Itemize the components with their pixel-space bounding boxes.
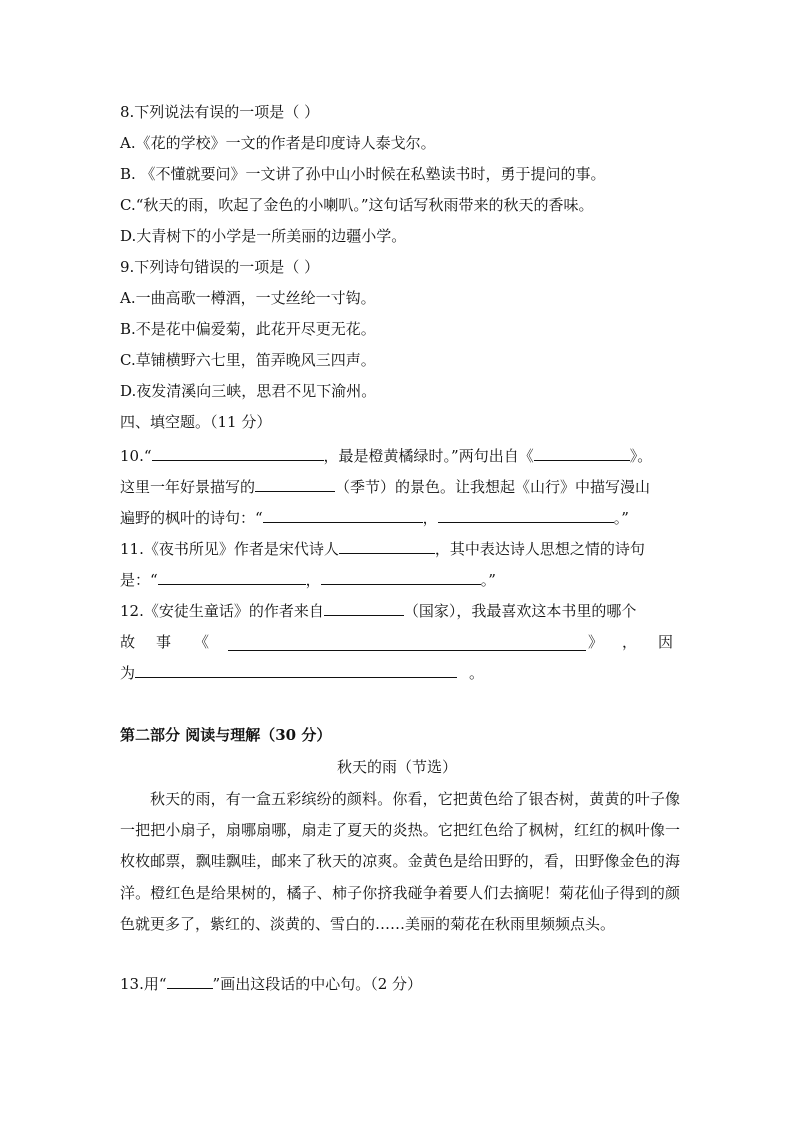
- q8-option-c: C.“秋天的雨，吹起了金色的小喇叭。”这句话写秋雨带来的秋天的香味。: [120, 196, 594, 214]
- part-two-heading: 第二部分 阅读与理解（30 分）: [120, 726, 332, 744]
- q11-text-1: 11.《夜书所见》作者是宋代诗人: [120, 540, 339, 558]
- q9-stem: 9.下列诗句错误的一项是（ ）: [120, 258, 320, 276]
- section-four-heading: 四、填空题。（11 分）: [120, 413, 272, 431]
- passage-text: 秋天的雨，有一盒五彩缤纷的颜料。你看，它把黄色给了银杏树，黄黄的叶子像一把把小扇子，扇哪扇哪，扇走了夏天的炎热。它把红色给了枫树，红红的枫叶像一枚枚邮票，飘哇飘哇，邮来了秋天的凉爽。金黄色是给田野的，看，田野像金色的海洋。橙红色是给果树的，橘子、柿子你挤我碰争着要人们去摘呢！菊花仙子得到的颜色就更多了，紫红的、淡黄的、雪白的……美丽的菊花在秋雨里频频点头。: [120, 790, 680, 933]
- q8-option-a: A.《花的学校》一文的作者是印度诗人泰戈尔。: [120, 134, 436, 152]
- q11-text-2: ，其中表达诗人思想之情的诗句: [434, 540, 645, 558]
- q13-line: [120, 974, 422, 994]
- q11-blank-verse-2[interactable]: [321, 570, 481, 585]
- q11-text-4: ，: [305, 571, 321, 589]
- q12-blank-country[interactable]: [324, 601, 404, 616]
- q10-text-5: （季节）的景色。让我想起《山行》中描写漫山: [335, 478, 651, 496]
- q12-blank-story[interactable]: [228, 636, 586, 651]
- q10-text-7: ，: [422, 509, 438, 527]
- q11-line-2: [120, 570, 496, 590]
- q11-blank-verse-1[interactable]: [158, 570, 306, 585]
- q10-line-1: [120, 446, 652, 466]
- q12-blank-reason[interactable]: [135, 663, 457, 678]
- q9-option-d: D.夜发清溪向三峡，思君不见下渝州。: [120, 382, 377, 400]
- q8-option-d: D.大青树下的小学是一所美丽的边疆小学。: [120, 227, 407, 245]
- q10-blank-verse-1[interactable]: [263, 508, 423, 523]
- q8-option-b: B. 《不懂就要问》一文讲了孙中山小时候在私塾读书时，勇于提问的事。: [120, 165, 606, 183]
- q12-text-2: （国家），我最喜欢这本书里的哪个: [403, 602, 637, 620]
- q12-line-3: [120, 663, 484, 683]
- q9-option-c: C.草铺横野六七里，笛弄晚风三四声。: [120, 351, 376, 369]
- q9-option-a: A.一曲高歌一樽酒，一丈丝纶一寸钩。: [120, 289, 376, 307]
- q12-comma: ，: [622, 633, 638, 651]
- q12-close-bracket: 》: [588, 633, 604, 651]
- q12-text-1: 12.《安徒生童话》的作者来自: [120, 602, 324, 620]
- q11-blank-poet[interactable]: [339, 539, 435, 554]
- q10-blank-season[interactable]: [255, 477, 335, 492]
- q10-text-6: 遍野的枫叶的诗句：“: [120, 509, 263, 527]
- q12-yin: 因: [658, 633, 674, 651]
- q10-text-8: 。”: [613, 509, 629, 527]
- q13-text-2: ”画出这段话的中心句。（2 分）: [212, 975, 423, 993]
- q12-wei: 为: [120, 664, 136, 682]
- q10-text-3: 》。: [629, 447, 653, 465]
- q12-gu: 故: [120, 633, 136, 651]
- q10-blank-poem-title[interactable]: [534, 446, 630, 461]
- q10-blank-poem-line[interactable]: [152, 446, 324, 461]
- q10-text-1: 10.“: [120, 447, 152, 465]
- q9-option-b: B.不是花中偏爱菊，此花开尽更无花。: [120, 320, 376, 338]
- q11-text-3: 是：“: [120, 571, 158, 589]
- passage-title: 秋天的雨（节选）: [336, 758, 457, 776]
- q12-shi: 事: [156, 633, 172, 651]
- q11-text-5: 。”: [480, 571, 496, 589]
- q12-end: 。: [469, 664, 485, 682]
- q8-stem: 8.下列说法有误的一项是（ ）: [120, 103, 320, 121]
- q13-text-1: 13.用“: [120, 975, 167, 993]
- q10-blank-verse-2[interactable]: [438, 508, 614, 523]
- q10-line-2: [120, 477, 650, 497]
- q12-open-bracket: 《: [194, 633, 210, 651]
- q13-blank-underline: [167, 974, 213, 989]
- q11-line-1: [120, 539, 645, 559]
- q10-text-2: ，最是橙黄橘绿时。”两句出自《: [323, 447, 534, 465]
- q10-line-3: [120, 508, 629, 528]
- q10-text-4: 这里一年好景描写的: [120, 478, 256, 496]
- q12-line-1: [120, 601, 636, 621]
